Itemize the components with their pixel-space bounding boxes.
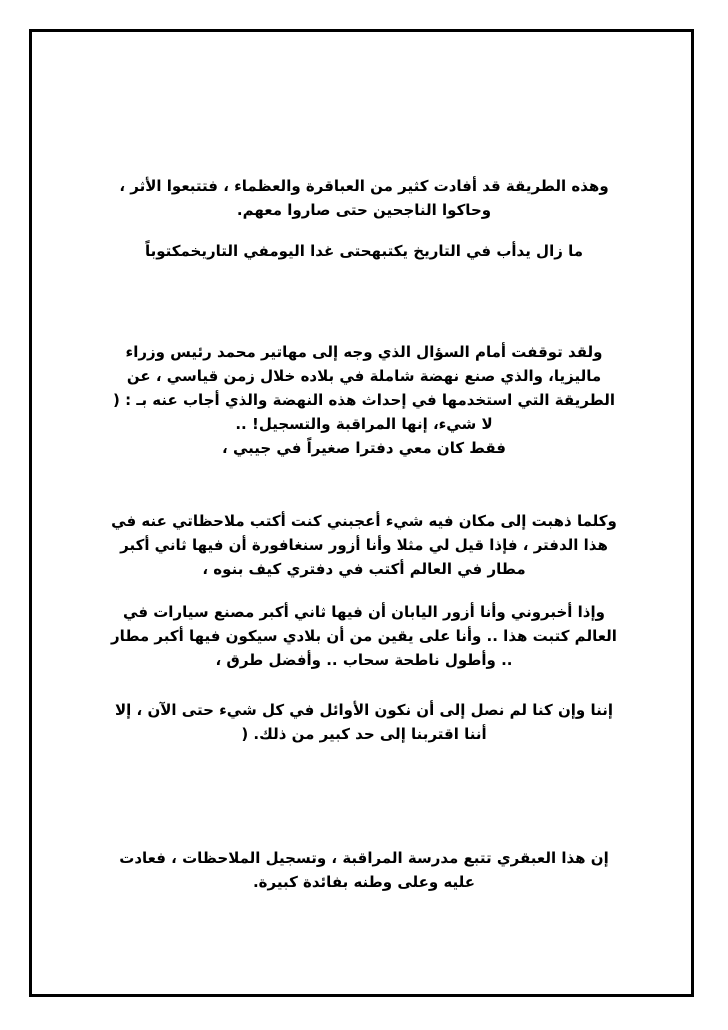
text-line: وإذا أخبروني وأنا أزور اليابان أن فيها ثاني أكبر مصنع سيارات في [123,603,605,621]
text-line: إن هذا العبقري تتبع مدرسة المراقبة ، وتسجيل الملاحظات ، فعادت [119,849,609,867]
text-line: إننا وإن كنا لم نصل إلى أن نكون الأوائل في كل شيء حتى الآن ، إلا [115,701,613,719]
paragraph-mahathir-question [80,340,648,460]
text-line: أننا اقتربنا إلى حد كبير من ذلك. ( [241,725,487,743]
text-line: الطريقة التي استخدمها في إحداث هذه النهضة والذي أجاب عنه بـ : ( [113,391,615,409]
text-line: العالم كتبت هذا .. وأنا على يقين من أن بلادي سيكون فيها أكبر مطار [111,627,617,645]
text-line: ولقد توقفت أمام السؤال الذي وجه إلى مهاتير محمد رئيس وزراء [125,343,603,361]
paragraph-notebook [80,509,648,581]
text-line: وهذه الطريقة قد أفادت كثير من العباقرة والعظماء ، فتتبعوا الأثر ، [119,177,609,195]
paragraph-imitation [80,174,648,222]
text-line: وحاكوا الناجحين حتى صاروا معهم. [236,201,492,219]
text-line: فقط كان معي دفترا صغيراً في جيبي ، [222,439,506,457]
text-line: هذا الدفتر ، فإذا قيل لي مثلا وأنا أزور سنغافورة أن فيها ثاني أكبر [120,536,608,554]
text-line: ما زال يدأب في التاريخ يكتبهحتى غدا اليومفي التاريخمكتوباً [144,242,583,260]
text-line: .. وأطول ناطحة سحاب .. وأفضل طرق ، [215,651,513,669]
text-line: ماليزيا، والذي صنع نهضة شاملة في بلاده خلال زمن قياسي ، عن [126,367,602,385]
paragraph-verse [80,239,648,263]
text-line: عليه وعلى وطنه بفائدة كبيرة. [252,873,476,891]
text-line: مطار في العالم أكتب في دفتري كيف بنوه ، [202,560,526,578]
paragraph-firsts [80,698,648,746]
paragraph-conclusion [80,846,648,894]
text-line: لا شيء، إنها المراقبة والتسجيل! .. [235,415,493,433]
paragraph-japan [80,600,648,672]
text-line: وكلما ذهبت إلى مكان فيه شيء أعجبني كنت أكتب ملاحظاتي عنه في [111,512,617,530]
